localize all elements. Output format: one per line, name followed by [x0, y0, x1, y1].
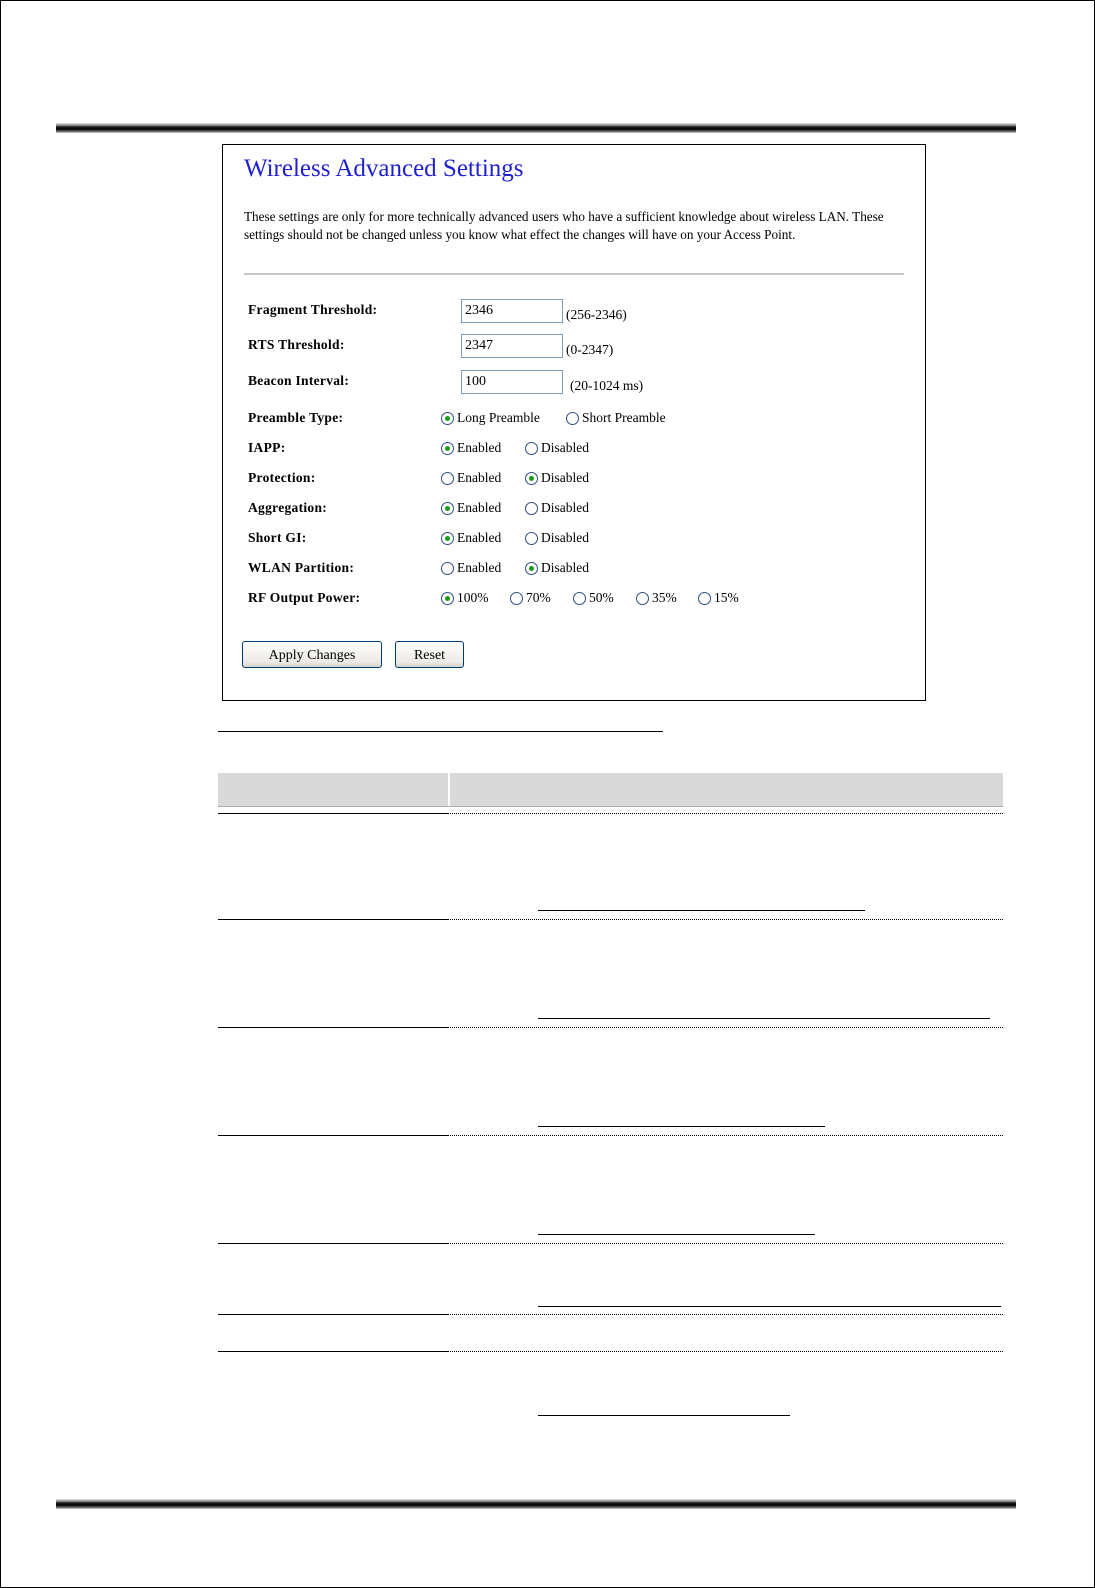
rf-power-50-option: 50% [589, 590, 614, 605]
rts-threshold-input[interactable] [461, 334, 563, 358]
radio-unselected-icon [441, 472, 454, 485]
table-header-underline [218, 806, 1003, 807]
radio-unselected-icon [636, 592, 649, 605]
protection-enabled-option: Enabled [457, 470, 502, 485]
short-preamble-radio[interactable] [566, 407, 666, 429]
caption-underline [218, 731, 663, 732]
divider [244, 273, 904, 275]
header-rule [56, 123, 1016, 133]
protection-disabled-radio[interactable] [525, 467, 589, 489]
fragment-threshold-range: (256-2346) [566, 307, 627, 322]
fragment-threshold-label: Fragment Threshold: [248, 302, 378, 317]
radio-selected-icon [441, 532, 454, 545]
radio-unselected-icon [441, 562, 454, 575]
short-gi-disabled-option: Disabled [541, 530, 589, 545]
rf-power-35-option: 35% [652, 590, 677, 605]
rf-power-15-option: 15% [714, 590, 739, 605]
table-cell-underline [538, 1234, 815, 1235]
radio-selected-icon [525, 472, 538, 485]
apply-changes-button[interactable]: Apply Changes [242, 641, 382, 668]
table-row-separator [448, 1314, 1003, 1315]
rts-threshold-label: RTS Threshold: [248, 337, 345, 352]
wlan-partition-disabled-radio[interactable] [525, 557, 589, 579]
radio-unselected-icon [525, 532, 538, 545]
aggregation-enabled-option: Enabled [457, 500, 502, 515]
beacon-interval-label: Beacon Interval: [248, 373, 350, 388]
radio-selected-icon [441, 592, 454, 605]
protection-disabled-option: Disabled [541, 470, 589, 485]
wlan-partition-disabled-option: Disabled [541, 560, 589, 575]
wlan-partition-enabled-option: Enabled [457, 560, 502, 575]
rf-power-35-radio[interactable] [636, 587, 677, 609]
iapp-disabled-option: Disabled [541, 440, 589, 455]
beacon-interval-input[interactable] [461, 370, 563, 394]
table-header-divider [448, 773, 450, 806]
radio-unselected-icon [698, 592, 711, 605]
table-cell-underline [538, 1126, 825, 1127]
radio-selected-icon [441, 502, 454, 515]
footer-rule [56, 1499, 1016, 1509]
preamble-type-label: Preamble Type: [248, 410, 344, 425]
radio-selected-icon [441, 442, 454, 455]
rts-threshold-range: (0-2347) [566, 342, 614, 357]
table-cell-underline [538, 1306, 1001, 1307]
radio-unselected-icon [566, 412, 579, 425]
table-row-separator [218, 1351, 448, 1352]
beacon-interval-range: (20-1024 ms) [570, 378, 644, 393]
iapp-disabled-radio[interactable] [525, 437, 589, 459]
protection-label: Protection: [248, 470, 316, 485]
radio-unselected-icon [525, 502, 538, 515]
radio-unselected-icon [573, 592, 586, 605]
iapp-label: IAPP: [248, 440, 286, 455]
short-gi-label: Short GI: [248, 530, 307, 545]
radio-unselected-icon [510, 592, 523, 605]
rf-power-70-option: 70% [526, 590, 551, 605]
table-row-separator [218, 919, 448, 920]
protection-enabled-radio[interactable] [441, 467, 501, 489]
rf-power-100-option: 100% [457, 590, 489, 605]
short-gi-enabled-radio[interactable] [441, 527, 501, 549]
aggregation-disabled-radio[interactable] [525, 497, 589, 519]
settings-description: These settings are only for more technically advanced users who have a sufficient knowledge about wireless LAN. These settings should not be changed unless you know what effect the changes will have on your Access Point. [244, 209, 884, 242]
long-preamble-option: Long Preamble [457, 410, 540, 425]
rf-output-power-label: RF Output Power: [248, 590, 361, 605]
page-title: Wireless Advanced Settings [244, 155, 524, 182]
rf-power-70-radio[interactable] [510, 587, 551, 609]
table-row-separator [218, 1027, 448, 1028]
table-row-separator [448, 919, 1003, 920]
iapp-enabled-radio[interactable] [441, 437, 501, 459]
radio-selected-icon [441, 412, 454, 425]
fragment-threshold-input[interactable] [461, 299, 563, 323]
iapp-enabled-option: Enabled [457, 440, 502, 455]
rf-power-100-radio[interactable] [441, 587, 489, 609]
table-row-separator [448, 1027, 1003, 1028]
long-preamble-radio[interactable] [441, 407, 540, 429]
table-cell-underline [538, 1415, 790, 1416]
table-row-separator [448, 1135, 1003, 1136]
table-row-separator [218, 1243, 448, 1244]
rf-power-50-radio[interactable] [573, 587, 614, 609]
short-gi-disabled-radio[interactable] [525, 527, 589, 549]
table-row-separator [218, 1135, 448, 1136]
short-gi-enabled-option: Enabled [457, 530, 502, 545]
wlan-partition-enabled-radio[interactable] [441, 557, 501, 579]
aggregation-enabled-radio[interactable] [441, 497, 501, 519]
aggregation-disabled-option: Disabled [541, 500, 589, 515]
table-row-separator [448, 1243, 1003, 1244]
table-cell-underline [538, 910, 865, 911]
table-cell-underline [538, 1018, 990, 1019]
table-row-separator [218, 813, 448, 814]
aggregation-label: Aggregation: [248, 500, 328, 515]
radio-selected-icon [525, 562, 538, 575]
table-row-separator [448, 1351, 1003, 1352]
table-row-separator [448, 813, 1003, 814]
radio-unselected-icon [525, 442, 538, 455]
wireless-advanced-settings-screenshot [222, 144, 926, 701]
short-preamble-option: Short Preamble [582, 410, 666, 425]
table-header [218, 773, 1003, 806]
reset-button[interactable]: Reset [395, 641, 464, 668]
table-row-separator [218, 1314, 448, 1315]
wlan-partition-label: WLAN Partition: [248, 560, 355, 575]
rf-power-15-radio[interactable] [698, 587, 739, 609]
